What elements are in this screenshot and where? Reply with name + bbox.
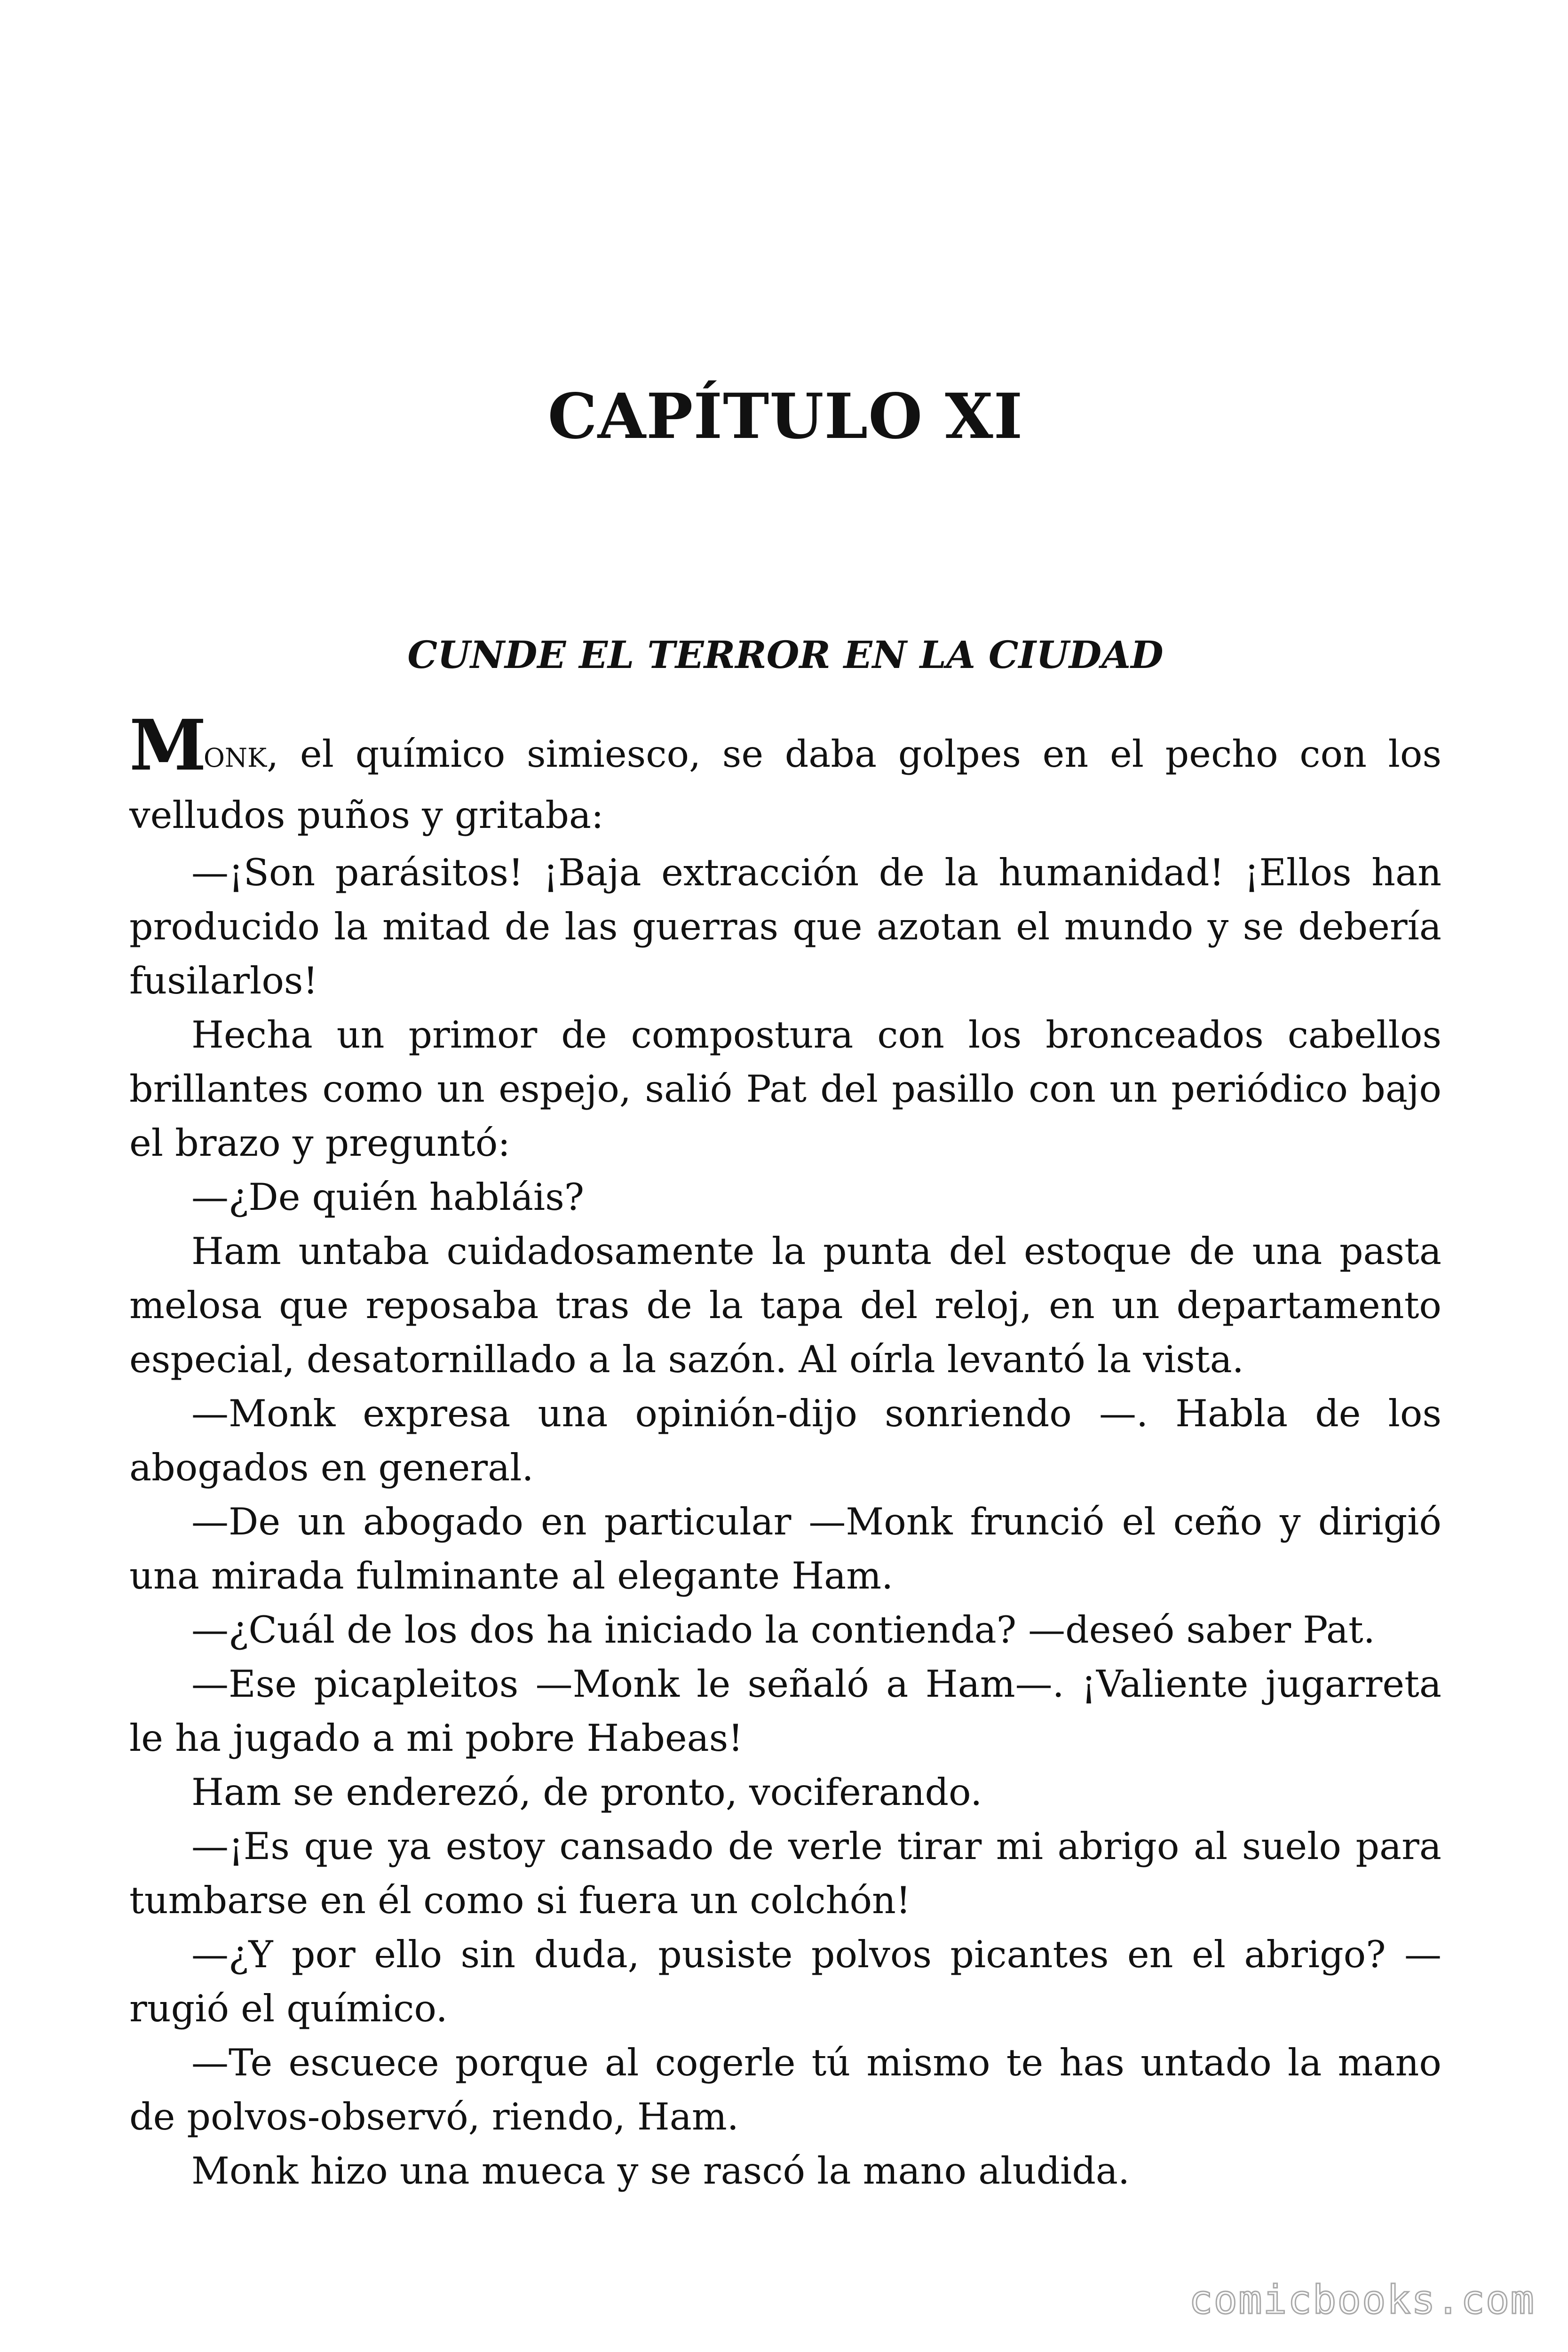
opening-text: , el químico simiesco, se daba golpes en el pecho con los velludos puños y gritaba: xyxy=(129,732,1441,837)
paragraph: —De un abogado en particular —Monk frunció el ceño y dirigió una mirada fulminante al elegante Ham. xyxy=(129,1500,1441,1597)
opening-small-caps: onk xyxy=(203,732,267,776)
drop-cap: M xyxy=(129,704,206,786)
paragraph: —Monk expresa una opinión-dijo sonriendo —. Habla de los abogados en general. xyxy=(129,1392,1441,1489)
chapter-title: CAPÍTULO XI xyxy=(547,380,1023,453)
watermark-logo: comicbooks.com xyxy=(1188,2277,1535,2323)
paragraph: —¿Y por ello sin duda, pusiste polvos picantes en el abrigo? —rugió el químico. xyxy=(129,1933,1441,2030)
paragraph: —¿De quién habláis? xyxy=(191,1176,585,1219)
chapter-body xyxy=(129,704,1441,2198)
paragraph: —Te escuece porque al cogerle tú mismo te has untado la mano de polvos-observó, riendo, Ham. xyxy=(129,2041,1441,2138)
book-page xyxy=(129,0,1441,2352)
paragraph: —¡Es que ya estoy cansado de verle tirar mi abrigo al suelo para tumbarse en él como si fuera un colchón! xyxy=(129,1825,1441,1922)
opening-paragraph xyxy=(129,704,1441,846)
paragraph: —Ese picapleitos —Monk le señaló a Ham—. ¡Valiente jugarreta le ha jugado a mi pobre Habeas! xyxy=(129,1662,1441,1760)
paragraph: —¡Son parásitos! ¡Baja extracción de la humanidad! ¡Ellos han producido la mitad de las guerras que azotan el mundo y se debería fusilarlos! xyxy=(129,851,1441,1002)
paragraph: Hecha un primor de compostura con los bronceados cabellos brillantes como un espejo, salió Pat del pasillo con un periódico bajo el brazo y preguntó: xyxy=(129,1013,1441,1165)
chapter-subtitle: CUNDE EL TERROR EN LA CIUDAD xyxy=(407,633,1164,677)
paragraph: —¿Cuál de los dos ha iniciado la contienda? —deseó saber Pat. xyxy=(191,1608,1375,1652)
paragraph: Ham se enderezó, de pronto, vociferando. xyxy=(191,1771,982,1814)
paragraph: Ham untaba cuidadosamente la punta del estoque de una pasta melosa que reposaba tras de la tapa del reloj, en un departamento especial, desatornillado a la sazón. Al oírla levantó la vista. xyxy=(129,1230,1441,1381)
paragraph: Monk hizo una mueca y se rascó la mano aludida. xyxy=(191,2149,1130,2193)
